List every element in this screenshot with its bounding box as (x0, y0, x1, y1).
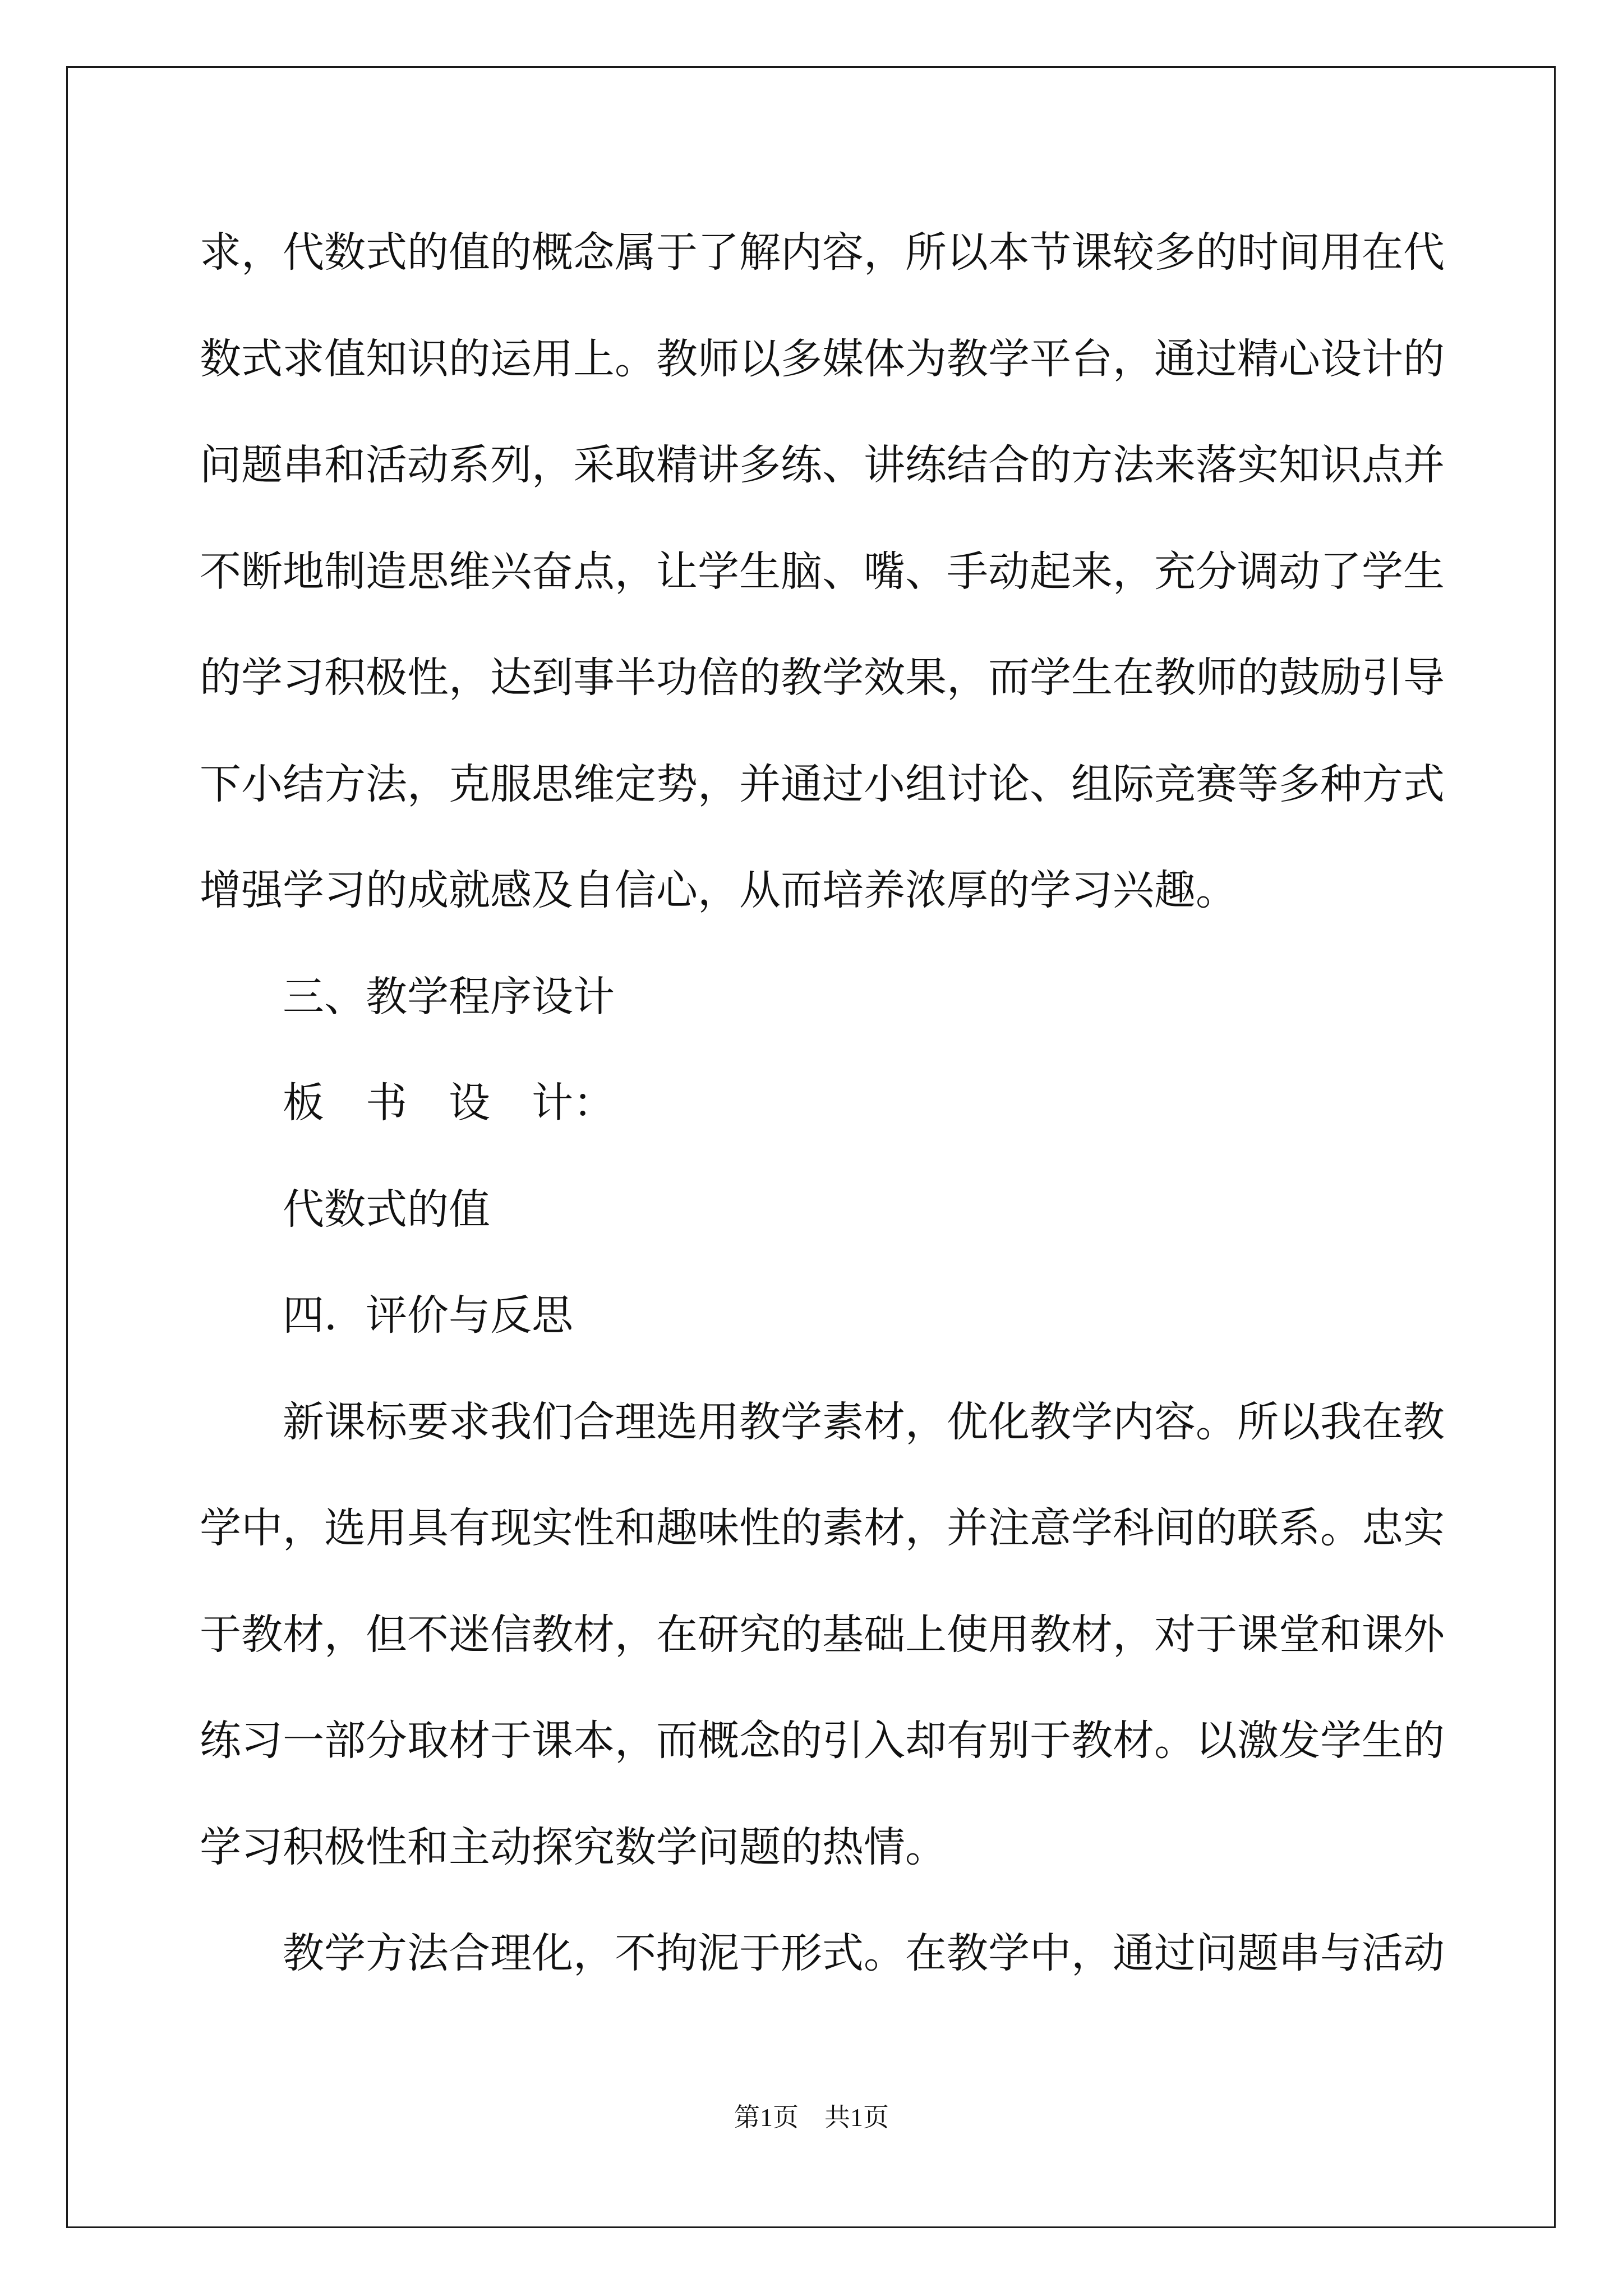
text-line: 练习一部分取材于课本，而概念的引入却有别于教材。以激发学生的 (200, 1717, 1445, 1765)
text-line: 教学方法合理化，不拘泥于形式。在教学中，通过问题串与活动 (283, 1929, 1445, 1977)
text-line: 数式求值知识的运用上。教师以多媒体为教学平台，通过精心设计的 (200, 334, 1445, 383)
text-line: 下小结方法，克服思维定势，并通过小组讨论、组际竞赛等多种方式 (200, 760, 1445, 808)
text-line: 学中，选用具有现实性和趣味性的素材，并注意学科间的联系。忠实 (200, 1504, 1445, 1552)
document-body (200, 200, 1445, 2007)
text-line: 不断地制造思维兴奋点，让学生脑、嘴、手动起来，充分调动了学生 (200, 547, 1445, 596)
section-heading: 代数式的值 (283, 1185, 490, 1234)
text-line: 求，代数式的值的概念属于了解内容，所以本节课较多的时间用在代 (200, 228, 1445, 277)
section-heading: 板 书 设 计： (283, 1079, 615, 1127)
text-line: 问题串和活动系列，采取精讲多练、讲练结合的方法来落实知识点并 (200, 441, 1445, 489)
text-line: 的学习积极性，达到事半功倍的教学效果，而学生在教师的鼓励引导 (200, 654, 1445, 702)
page-number-footer: 第1页 共1页 (734, 2103, 889, 2132)
section-heading: 四．评价与反思 (283, 1291, 573, 1340)
text-line: 新课标要求我们合理选用教学素材，优化教学内容。所以我在教 (283, 1397, 1445, 1446)
text-line: 增强学习的成就感及自信心，从而培养浓厚的学习兴趣。 (200, 866, 1237, 914)
text-line: 学习积极性和主动探究数学问题的热情。 (200, 1823, 947, 1871)
text-line: 于教材，但不迷信教材，在研究的基础上使用教材，对于课堂和课外 (200, 1610, 1445, 1659)
section-heading: 三、教学程序设计 (283, 972, 615, 1021)
